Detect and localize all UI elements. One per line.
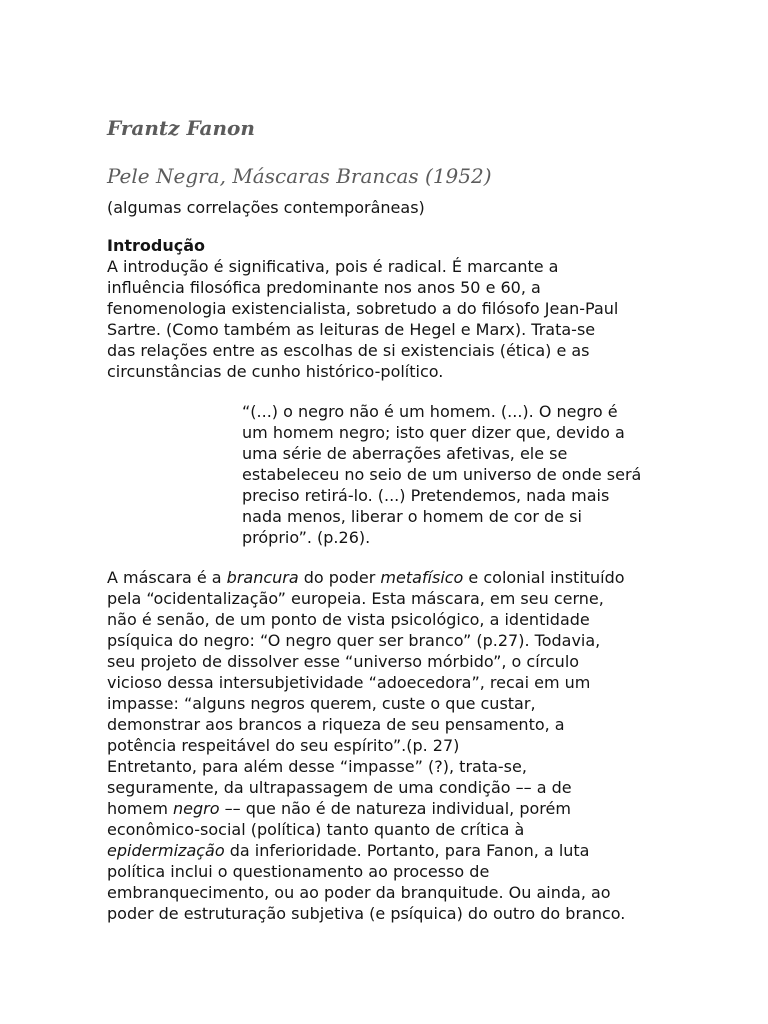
body-line: pela “ocidentalização” europeia. Esta máscara, em seu cerne, (107, 589, 604, 608)
intro-heading: Introdução (107, 236, 205, 255)
quote-line: “(...) o negro não é um homem. (...). O negro é (242, 402, 618, 421)
body-line: Entretanto, para além desse “impasse” (?), trata-se, (107, 757, 527, 776)
quote-line: um homem negro; isto quer dizer que, devido a (242, 423, 625, 442)
text-run: –– que não é de natureza individual, porém (219, 799, 571, 818)
author-title: Frantz Fanon (107, 116, 255, 140)
body-line (107, 798, 625, 819)
text-run: homem (107, 799, 174, 818)
emphasis-brancura: brancura (226, 568, 299, 587)
intro-line: fenomenologia existencialista, sobretudo a do filósofo Jean-Paul (107, 299, 619, 318)
body-line: embranquecimento, ou ao poder da branquitude. Ou ainda, ao (107, 883, 611, 902)
body-line: vicioso dessa intersubjetividade “adoecedora”, recai em um (107, 673, 591, 692)
body-line: demonstrar aos brancos a riqueza de seu pensamento, a (107, 715, 565, 734)
body-line: política inclui o questionamento ao processo de (107, 862, 490, 881)
emphasis-negro: negro (173, 799, 220, 818)
quote-line: estabeleceu no seio de um universo de onde será (242, 465, 642, 484)
body-line (107, 840, 625, 861)
quote-line: próprio”. (p.26). (242, 528, 371, 547)
body-line (107, 567, 625, 588)
quote-line: uma série de aberrações afetivas, ele se (242, 444, 568, 463)
body-line: seu projeto de dissolver esse “universo mórbido”, o círculo (107, 652, 580, 671)
book-title: Pele Negra, Máscaras Brancas (1952) (107, 164, 492, 188)
subtitle: (algumas correlações contemporâneas) (107, 198, 425, 217)
text-run: da inferioridade. Portanto, para Fanon, a luta (224, 841, 590, 860)
body-line: seguramente, da ultrapassagem de uma condição –– a de (107, 778, 572, 797)
intro-line: A introdução é significativa, pois é radical. É marcante a (107, 257, 559, 276)
body-line: econômico-social (política) tanto quanto de crítica à (107, 820, 525, 839)
body-line: impasse: “alguns negros querem, custe o que custar, (107, 694, 536, 713)
text-run: A máscara é a (107, 568, 227, 587)
intro-line: das relações entre as escolhas de si existenciais (ética) e as (107, 341, 590, 360)
body-line: não é senão, de um ponto de vista psicológico, a identidade (107, 610, 590, 629)
quote-line: preciso retirá-lo. (...) Pretendemos, nada mais (242, 486, 610, 505)
body-paragraph (107, 567, 625, 924)
text-run: do poder (298, 568, 381, 587)
intro-line: circunstâncias de cunho histórico-político. (107, 362, 444, 381)
quote-line: nada menos, liberar o homem de cor de si (242, 507, 582, 526)
emphasis-epidermizacao: epidermização (107, 841, 225, 860)
body-line: poder de estruturação subjetiva (e psíquica) do outro do branco. (107, 904, 626, 923)
intro-line: Sartre. (Como também as leituras de Hegel e Marx). Trata-se (107, 320, 596, 339)
intro-paragraph (107, 256, 618, 382)
emphasis-metafisico: metafísico (380, 568, 464, 587)
block-quote (242, 401, 641, 548)
intro-line: influência filosófica predominante nos anos 50 e 60, a (107, 278, 541, 297)
text-run: e colonial instituído (463, 568, 625, 587)
body-line: potência respeitável do seu espírito”.(p. 27) (107, 736, 460, 755)
body-line: psíquica do negro: “O negro quer ser branco” (p.27). Todavia, (107, 631, 601, 650)
